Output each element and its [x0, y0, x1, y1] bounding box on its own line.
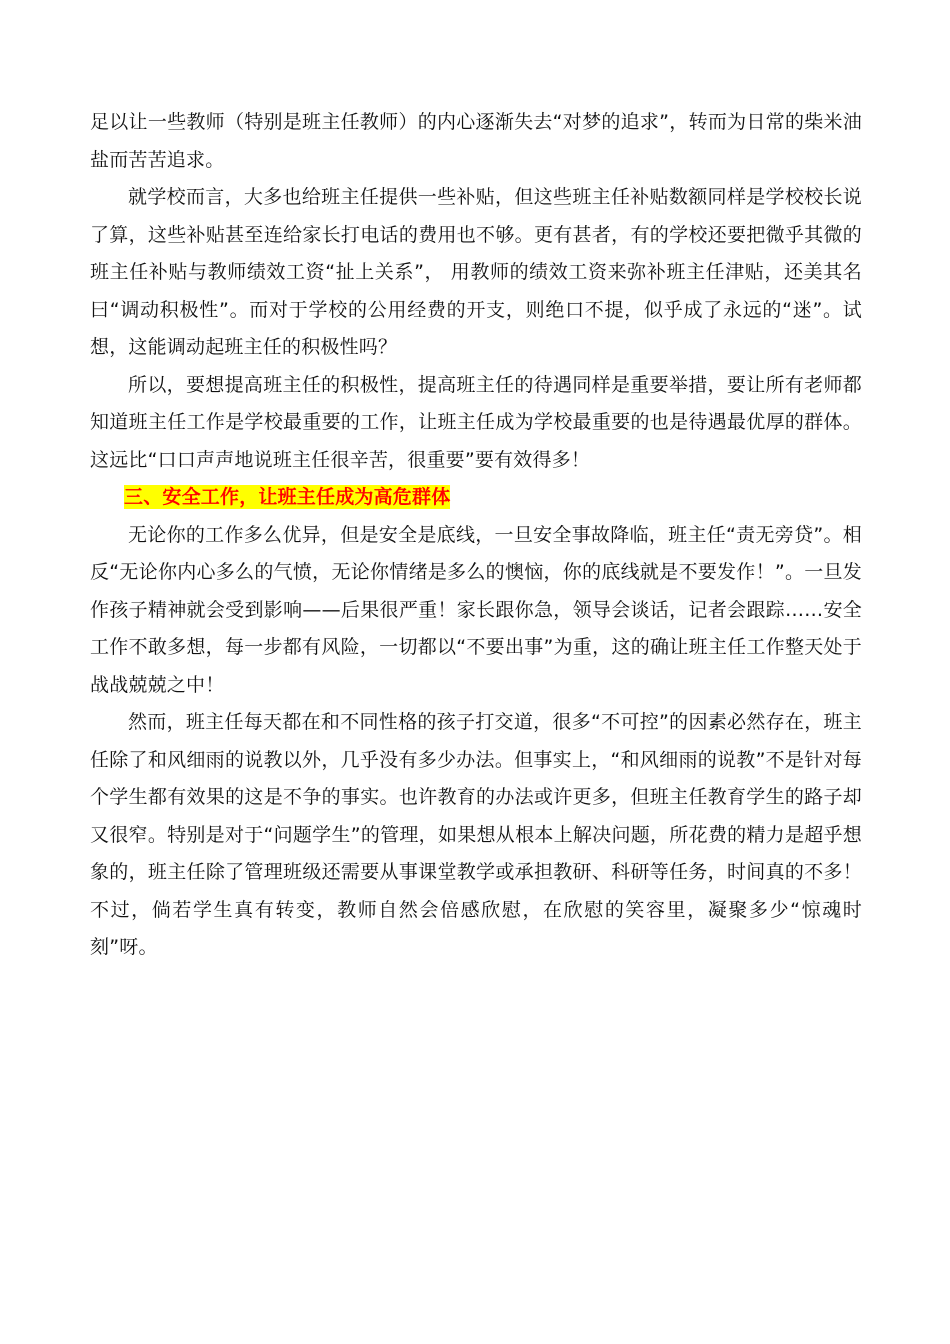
section-heading: [90, 479, 862, 517]
section-heading-text: 三、安全工作，让班主任成为高危群体: [124, 486, 451, 508]
paragraph-treatment: 所以，要想提高班主任的积极性，提高班主任的待遇同样是重要举措，要让所有老师都知道班主任工作是学校最重要的工作，让班主任成为学校最重要的也是待遇最优厚的群体。这远比“口口声声地说班主任很辛苦，很重要”要有效得多！: [90, 373, 862, 471]
paragraph-continuation: 足以让一些教师（特别是班主任教师）的内心逐渐失去“对梦的追求”，转而为日常的柴米油盐而苦苦追求。: [90, 111, 862, 171]
paragraph-education: 然而，班主任每天都在和不同性格的孩子打交道，很多“不可控”的因素必然存在，班主任除了和风细雨的说教以外，几乎没有多少办法。但事实上，“和风细雨的说教”不是针对每个学生都有效果的这是不争的事实。也许教育的办法或许更多，但班主任教育学生的路子却又很窄。特别是对于“问题学生”的管理，如果想从根本上解决问题，所花费的精力是超乎想象的，班主任除了管理班级还需要从事课堂教学或承担教研、科研等任务，时间真的不多！不过，倘若学生真有转变，教师自然会倍感欣慰，在欣慰的笑容里，凝聚多少“惊魂时刻”呀。: [90, 711, 862, 958]
document-page: [90, 104, 862, 967]
paragraph-safety: 无论你的工作多么优异，但是安全是底线，一旦安全事故降临，班主任“责无旁贷”。相反“无论你内心多么的气愤，无论你情绪是多么的懊恼，你的底线就是不要发作！”。一旦发作孩子精神就会受到影响——后果很严重！家长跟你急，领导会谈话，记者会跟踪……安全工作不敢多想，每一步都有风险，一切都以“不要出事”为重，这的确让班主任工作整天处于战战兢兢之中！: [90, 523, 862, 696]
paragraph-subsidy: 就学校而言，大多也给班主任提供一些补贴，但这些班主任补贴数额同样是学校校长说了算，这些补贴甚至连给家长打电话的费用也不够。更有甚者，有的学校还要把微乎其微的班主任补贴与教师绩效工资“扯上关系”， 用教师的绩效工资来弥补班主任津贴，还美其名曰“调动积极性”。而对于学校的公用经费的开支，则绝口不提，似乎成了永远的“迷”。试想，这能调动起班主任的积极性吗？: [90, 186, 862, 358]
